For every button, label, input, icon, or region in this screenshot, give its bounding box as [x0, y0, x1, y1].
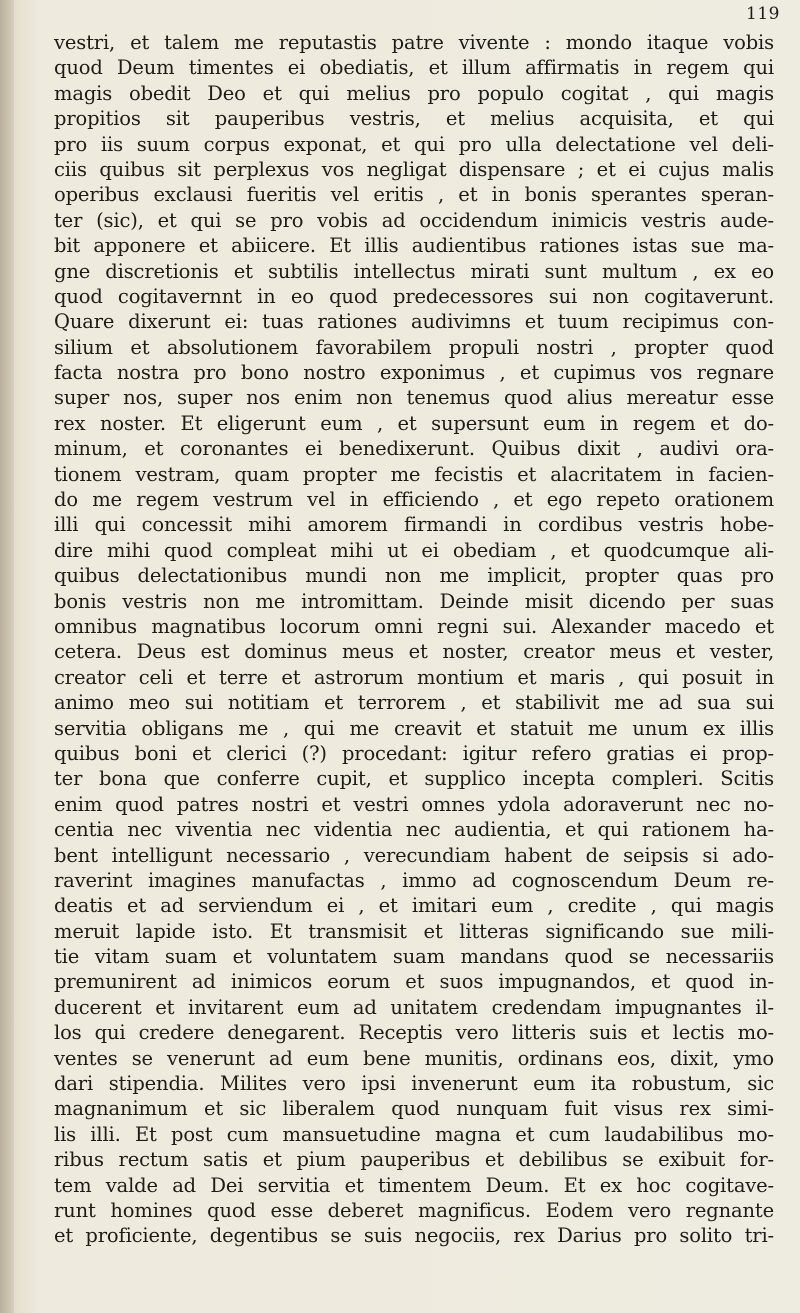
text-line: bent intelligunt necessario , verecundiam habent de seipsis si ado- — [54, 843, 774, 867]
text-line: illi qui concessit mihi amorem firmandi in cordibus vestris hobe- — [54, 513, 774, 537]
text-line: gne discretionis et subtilis intellectus mirati sunt multum , ex eo — [54, 259, 774, 283]
body-text — [54, 30, 774, 1249]
text-line: ter (sic), et qui se pro vobis ad occidendum inimicis vestris aude- — [54, 208, 774, 232]
text-line: quibus delectationibus mundi non me implicit, propter quas pro — [54, 564, 774, 588]
text-line: raverint imagines manufactas , immo ad cognoscendum Deum re- — [54, 868, 774, 892]
text-line: centia nec viventia nec videntia nec audientia, et qui rationem ha- — [54, 818, 774, 842]
text-line: ribus rectum satis et pium pauperibus et debilibus se exibuit for- — [54, 1148, 774, 1172]
text-line: deatis et ad serviendum ei , et imitari eum , credite , qui magis — [54, 894, 774, 918]
text-line: Quare dixerunt ei: tuas rationes audivimns et tuum recipimus con- — [54, 310, 774, 334]
text-line: magis obedit Deo et qui melius pro populo cogitat , qui magis — [54, 81, 774, 105]
text-line: facta nostra pro bono nostro exponimus , et cupimus vos regnare — [54, 361, 774, 385]
text-line: silium et absolutionem favorabilem propuli nostri , propter quod — [54, 335, 774, 359]
text-line: ter bona que conferre cupit, et supplico incepta compleri. Scitis — [54, 767, 774, 791]
text-line: los qui credere denegarent. Receptis vero litteris suis et lectis mo- — [54, 1021, 774, 1045]
text-line: ventes se venerunt ad eum bene munitis, ordinans eos, dixit, ymo — [54, 1046, 774, 1070]
text-line: tionem vestram, quam propter me fecistis et alacritatem in facien- — [54, 462, 774, 486]
text-line: cetera. Deus est dominus meus et noster, creator meus et vester, — [54, 640, 774, 664]
text-line: animo meo sui notitiam et terrorem , et stabilivit me ad sua sui — [54, 691, 774, 715]
text-line: lis illi. Et post cum mansuetudine magna et cum laudabilibus mo- — [54, 1122, 774, 1146]
text-line: enim quod patres nostri et vestri omnes ydola adoraverunt nec no- — [54, 792, 774, 816]
page-number: 119 — [746, 4, 780, 24]
text-line: ciis quibus sit perplexus vos negligat dispensare ; et ei cujus malis — [54, 157, 774, 181]
text-line: minum, et coronantes ei benedixerunt. Quibus dixit , audivi ora- — [54, 437, 774, 461]
text-line: runt homines quod esse deberet magnificus. Eodem vero regnante — [54, 1198, 774, 1222]
text-line: tie vitam suam et voluntatem suam mandans quod se necessariis — [54, 945, 774, 969]
text-line: tem valde ad Dei servitia et timentem Deum. Et ex hoc cogitave- — [54, 1173, 774, 1197]
text-line: dari stipendia. Milites vero ipsi invenerunt eum ita robustum, sic — [54, 1072, 774, 1096]
text-line: creator celi et terre et astrorum montium et maris , qui posuit in — [54, 665, 774, 689]
text-line: et proficiente, degentibus se suis negociis, rex Darius pro solito tri- — [54, 1224, 774, 1248]
text-line: premunirent ad inimicos eorum et suos impugnandos, et quod in- — [54, 970, 774, 994]
text-line: bit apponere et abiicere. Et illis audientibus rationes istas sue ma- — [54, 234, 774, 258]
text-line: super nos, super nos enim non tenemus quod alius mereatur esse — [54, 386, 774, 410]
text-line: bonis vestris non me intromittam. Deinde misit dicendo per suas — [54, 589, 774, 613]
page-gutter-shadow — [0, 0, 14, 1313]
text-line: do me regem vestrum vel in efficiendo , et ego repeto orationem — [54, 488, 774, 512]
text-line: quod cogitavernnt in eo quod predecessores sui non cogitaverunt. — [54, 284, 774, 308]
text-line: operibus exclausi fueritis vel eritis , et in bonis sperantes speran- — [54, 183, 774, 207]
text-line: ducerent et invitarent eum ad unitatem credendam impugnantes il- — [54, 995, 774, 1019]
text-line: propitios sit pauperibus vestris, et melius acquisita, et qui — [54, 107, 774, 131]
text-line: rex noster. Et eligerunt eum , et supersunt eum in regem et do- — [54, 411, 774, 435]
text-line: quibus boni et clerici (?) procedant: igitur refero gratias ei prop- — [54, 741, 774, 765]
text-line: meruit lapide isto. Et transmisit et litteras significando sue mili- — [54, 919, 774, 943]
text-line: magnanimum et sic liberalem quod nunquam fuit visus rex simi- — [54, 1097, 774, 1121]
text-line: vestri, et talem me reputastis patre vivente : mondo itaque vobis — [54, 31, 774, 54]
text-line: dire mihi quod compleat mihi ut ei obediam , et quodcumque ali- — [54, 538, 774, 562]
text-line: servitia obligans me , qui me creavit et statuit me unum ex illis — [54, 716, 774, 740]
text-line: pro iis suum corpus exponat, et qui pro ulla delectatione vel deli- — [54, 132, 774, 156]
text-line: omnibus magnatibus locorum omni regni sui. Alexander macedo et — [54, 614, 774, 638]
text-line: quod Deum timentes ei obediatis, et illum affirmatis in regem qui — [54, 56, 774, 80]
